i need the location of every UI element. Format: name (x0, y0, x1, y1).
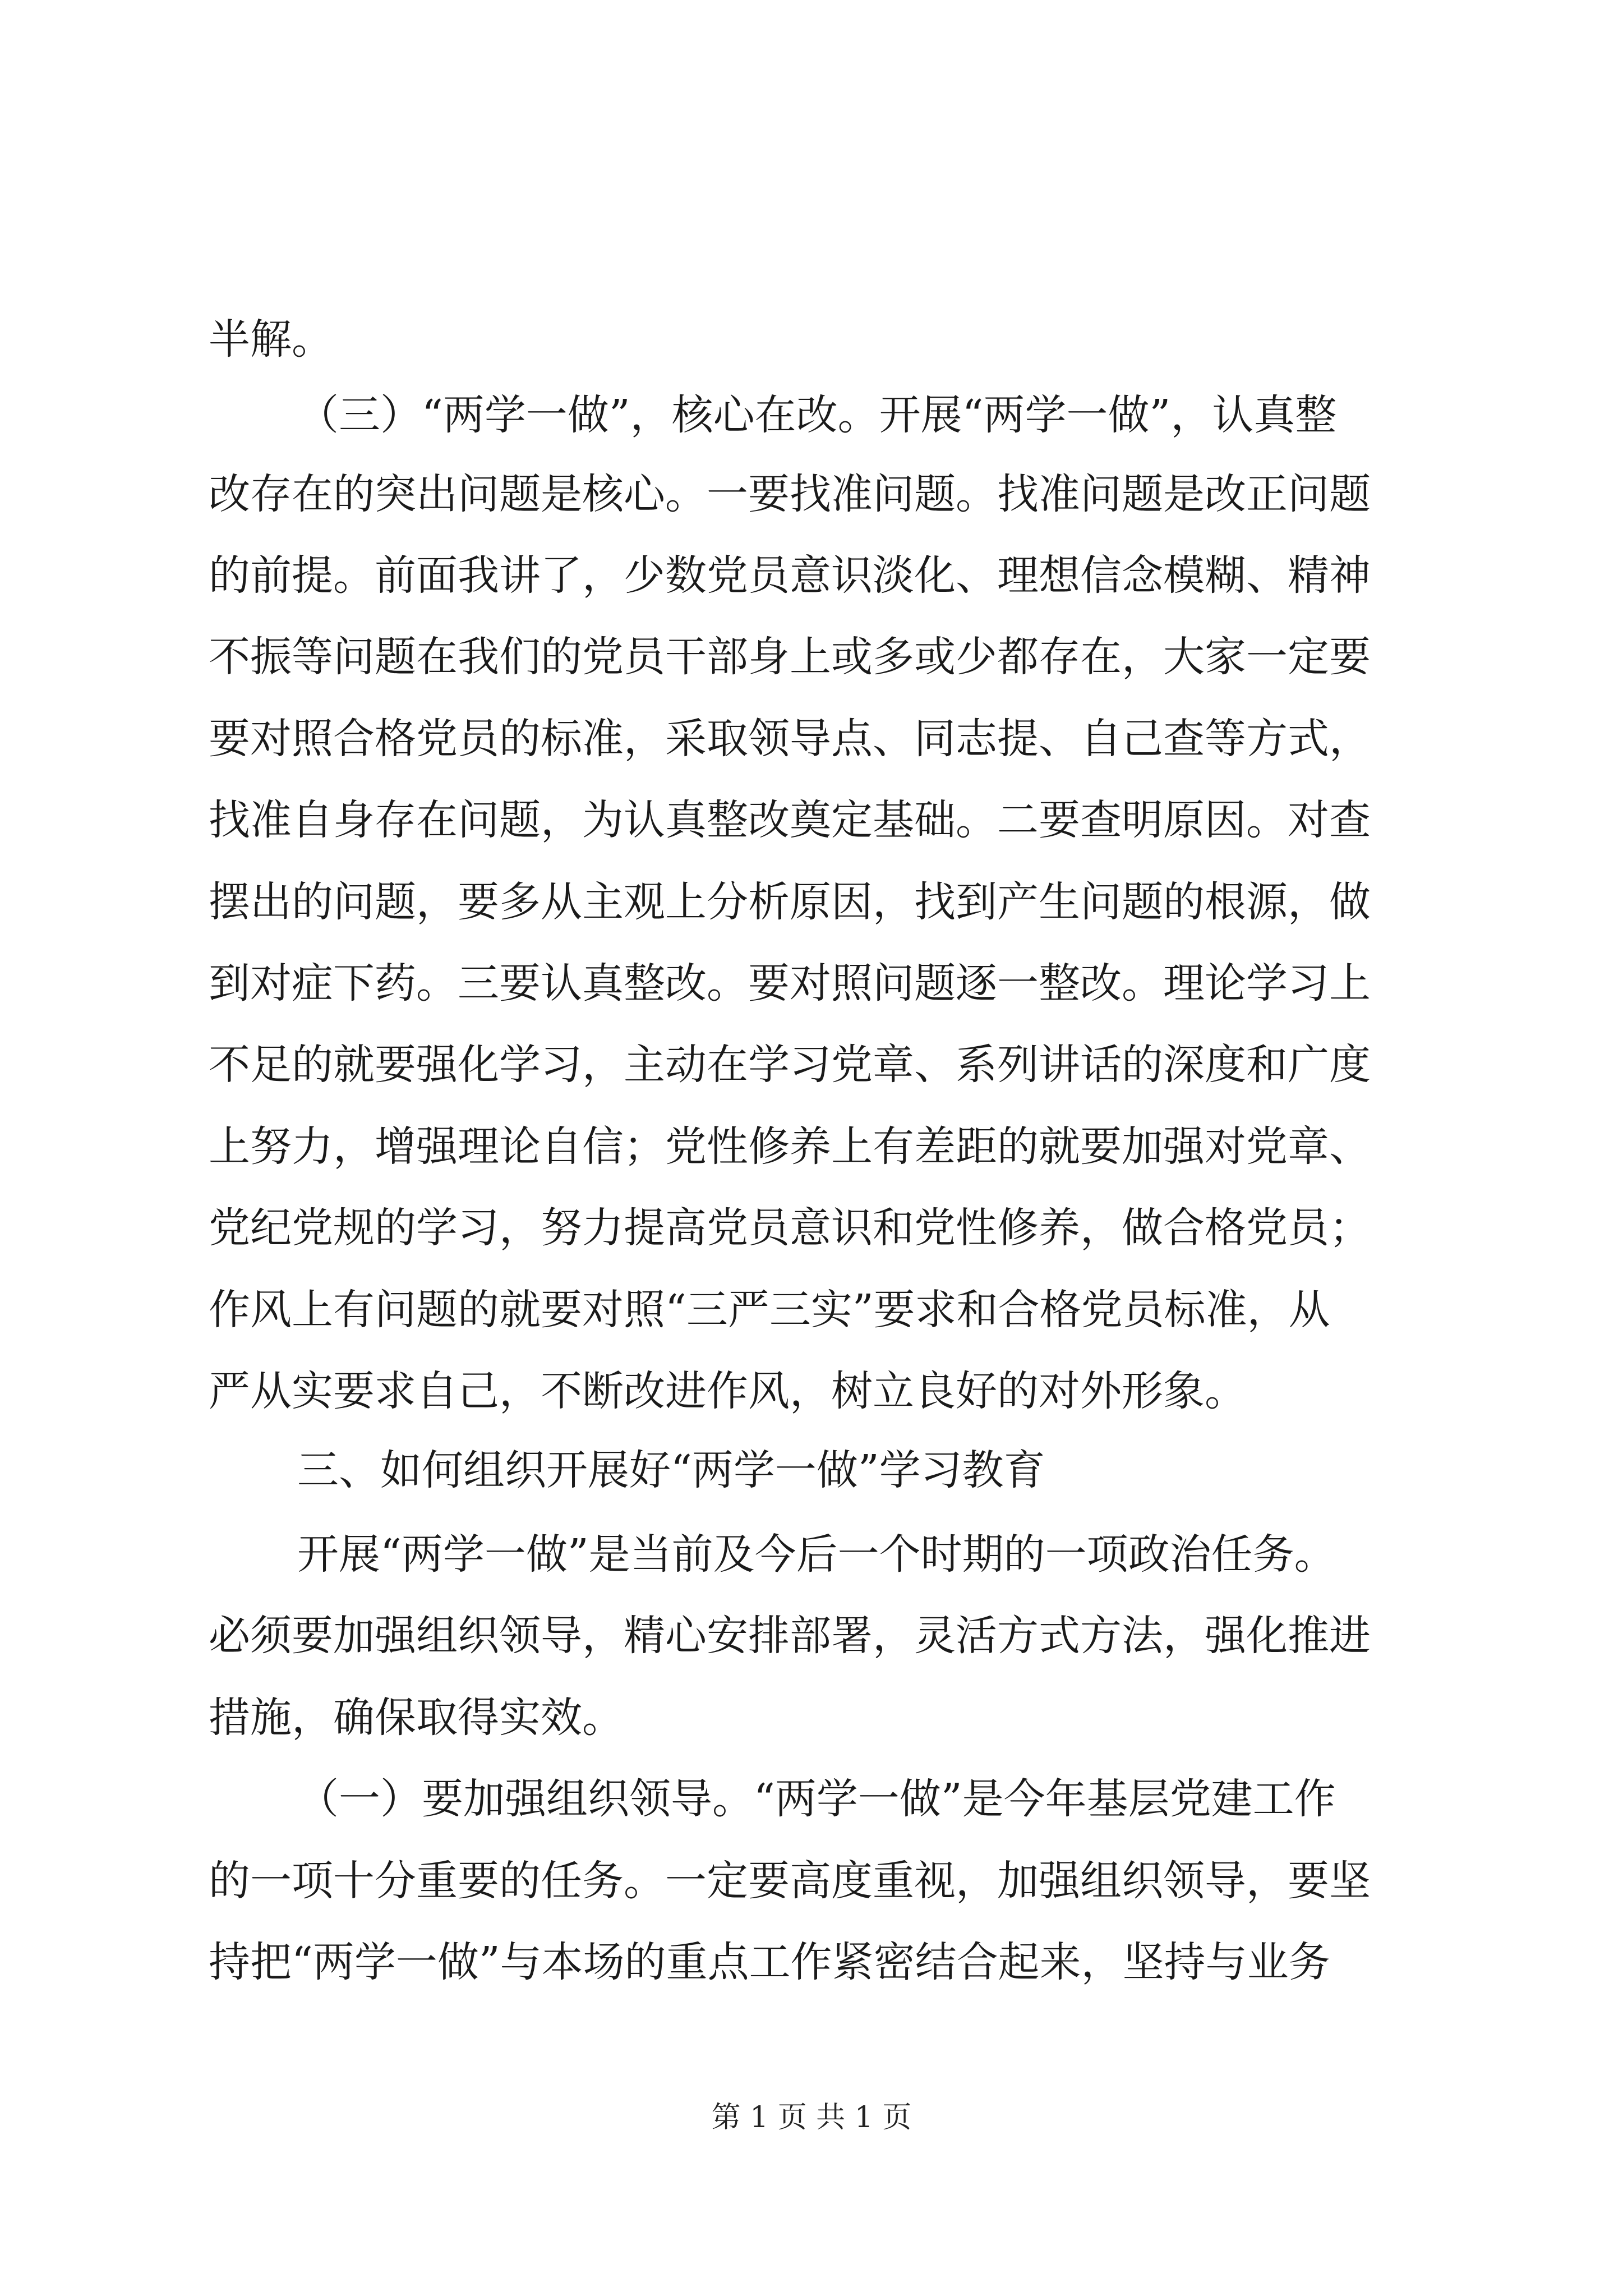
text-line: 改存在的突出问题是核心。一要找准问题。找准问题是改正问题 (209, 470, 1371, 518)
page-footer: 第 1 页 共 1 页 (711, 2101, 912, 2134)
text-line: 党纪党规的学习，努力提高党员意识和党性修养，做合格党员； (209, 1204, 1371, 1252)
text-line: 不振等问题在我们的党员干部身上或多或少都存在，大家一定要 (209, 633, 1371, 681)
text-line: 措施，确保取得实效。 (209, 1694, 624, 1742)
text-line: 上努力，增强理论自信；党性修养上有差距的就要加强对党章、 (209, 1122, 1371, 1171)
text-line: 开展“两学一做”是当前及今后一个时期的一项政治任务。 (297, 1530, 1336, 1579)
text-line: 的前提。前面我讲了，少数党员意识淡化、理想信念模糊、精神 (209, 551, 1371, 600)
text-line: 的一项十分重要的任务。一定要高度重视，加强组织领导，要坚 (209, 1857, 1371, 1905)
text-line: 持把“两学一做”与本场的重点工作紧密结合起来，坚持与业务 (209, 1938, 1330, 1986)
text-line: 到对症下药。三要认真整改。要对照问题逐一整改。理论学习上 (209, 959, 1371, 1007)
section-heading: 三、如何组织开展好“两学一做”学习教育 (297, 1446, 1045, 1494)
text-line: 半解。 (209, 315, 333, 364)
text-line: 必须要加强组织领导，精心安排部署，灵活方式方法，强化推进 (209, 1612, 1371, 1660)
text-line: 作风上有问题的就要对照“三严三实”要求和合格党员标准，从 (209, 1286, 1330, 1334)
text-line: 摆出的问题，要多从主观上分析原因，找到产生问题的根源，做 (209, 878, 1371, 926)
text-line: 要对照合格党员的标准，采取领导点、同志提、自己查等方式， (209, 715, 1371, 763)
text-line: 不足的就要强化学习，主动在学习党章、系列讲话的深度和广度 (209, 1041, 1371, 1089)
text-line: 严从实要求自己，不断改进作风，树立良好的对外形象。 (209, 1367, 1246, 1415)
text-line: （一）要加强组织领导。“两学一做”是今年基层党建工作 (297, 1775, 1336, 1823)
text-line: （三）“两学一做”，核心在改。开展“两学一做”，认真整 (297, 391, 1337, 439)
text-line: 找准自身存在问题，为认真整改奠定基础。二要查明原因。对查 (209, 796, 1371, 844)
